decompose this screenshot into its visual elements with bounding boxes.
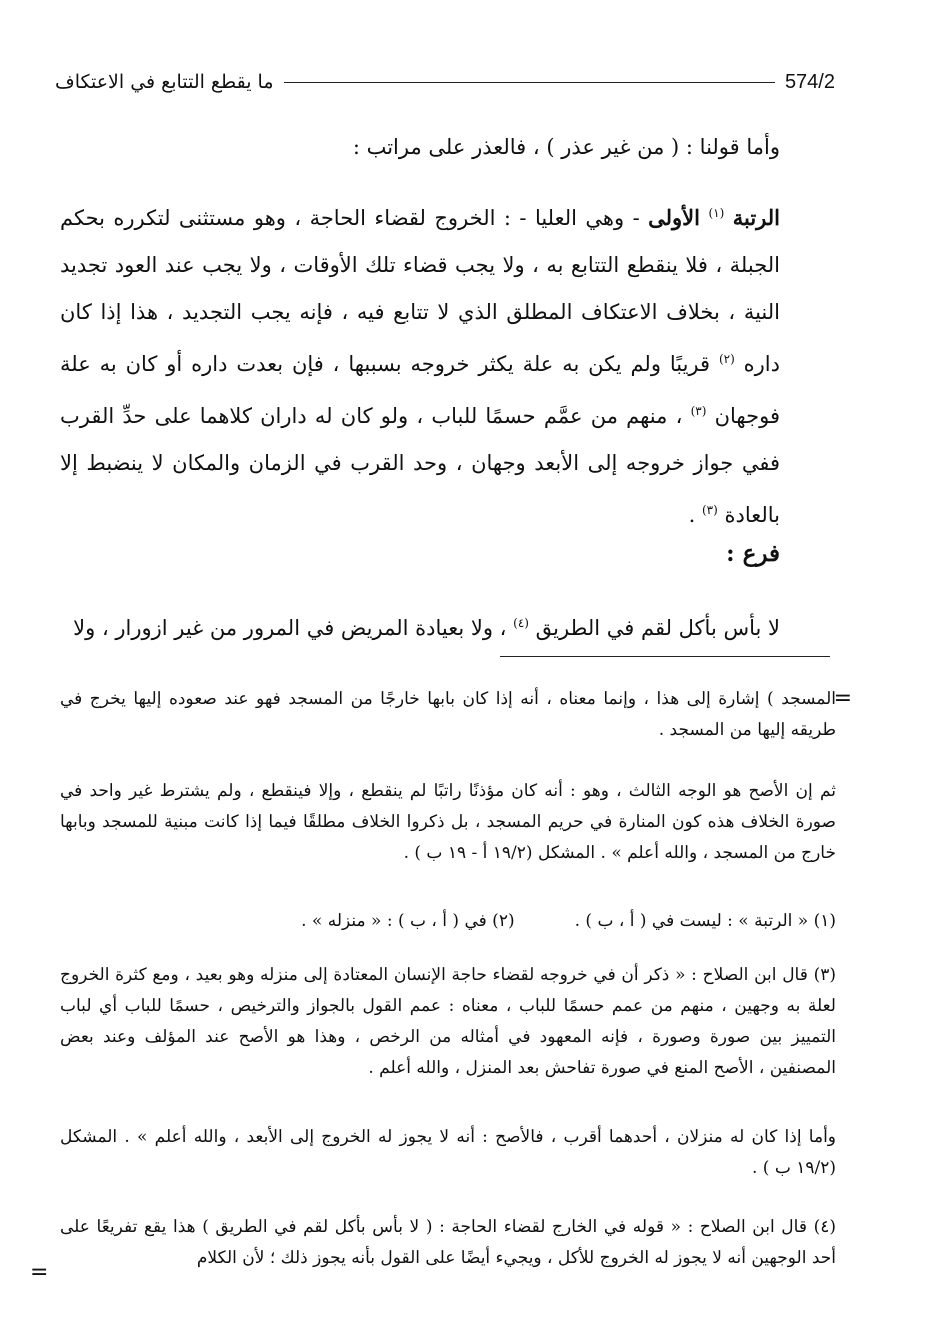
footnote-continued-2 (60, 776, 836, 869)
first-rank-text (60, 190, 780, 539)
note-ref-2: (٢) (718, 352, 735, 366)
note-ref-4: (٤) (513, 616, 529, 630)
intro-text: وأما قولنا : ( من غير عذر ) ، فالعذر على مراتب : (352, 135, 780, 159)
running-title: ما يقطع التتابع في الاعتكاف (55, 71, 274, 93)
note-ref-3b: (٣) (701, 503, 718, 517)
footnote-3-text: (٣) قال ابن الصلاح : « ذكر أن في خروجه لقضاء حاجة الإنسان المعتادة إلى منزله وهو بعيد ، ومع كثرة الخروج لعلة به وجهين ، منهم من عمم حسمًا للباب ، معناه : عمم القول بالجواز والترخيص ، حسمًا للباب أي لباب التمييز بين صورة وصورة ، فإنه المعهود في أمثاله من الرخص ، وهذا هو الأصح عند المؤلف وعند بعض المصنفين ، الأصح المنع في صورة تفاحش بعد المنزل ، والله أعلم . (60, 965, 836, 1078)
intro-paragraph (60, 124, 780, 171)
footnote-1: (١) « الرتبة » : ليست في ( أ ، ب ) . (574, 911, 836, 931)
footnote-4 (60, 1212, 836, 1274)
footnote-cont-para2: ثم إن الأصح هو الوجه الثالث ، وهو : أنه كان مؤذنًا راتبًا لم ينقطع ، وإلا فينقطع ، ولم يشترط غير واحد في صورة الخلاف هذه كون المنارة في حريم المسجد ، بل ذكروا الخلاف مطلقًا فيما إذا كانت مبنية للمسجد وبابها خارج من المسجد ، والله أعلم » . المشكل (١٩/٢ أ - ١٩ ب ) . (60, 781, 836, 863)
note-ref-1: (١) (708, 206, 725, 220)
footnote-continued (60, 684, 836, 746)
branch-text (60, 600, 780, 652)
rank-body: - وهي العليا - : الخروج لقضاء الحاجة ، وهو مستثنى لتكرره بحكم الجبلة ، فلا ينقطع التتابع به ، ولا يجب قضاء تلك الأوقات ، ولا يجب عند العود تجديد النية ، بخلاف الاعتكاف المطلق الذي لا تتابع فيه ، فإنه يجب التجديد ، هذا إذا كان داره (60, 206, 780, 376)
footnote-3 (60, 960, 836, 1084)
branch-text-1: لا بأس بأكل لقم في الطريق (535, 616, 780, 640)
footnote-2: (٢) في ( أ ، ب ) : « منزله » . (301, 911, 515, 931)
footnote-3-continued (60, 1122, 836, 1184)
rank-label: الرتبة (732, 205, 780, 230)
page-number: 574/2 (784, 70, 835, 93)
rank-body-3: ، منهم من عمَّم حسمًا للباب ، ولو كان له داران كلاهما على حدِّ القرب ففي جواز خروجه إلى الأبعد وجهان ، وحد القرب في الزمان والمكان لا ينضبط إلا بالعادة (60, 404, 780, 527)
branch-text-2: ، ولا بعيادة المريض في المرور من غير ازورار ، ولا (73, 616, 507, 640)
footnotes-1-2 (60, 906, 836, 937)
first-rank-paragraph (60, 190, 780, 539)
footnote-cont-text: المسجد ) إشارة إلى هذا ، وإنما معناه ، أنه إذا كان بابها خارجًا من المسجد فهو عند صعوده إليها يخرج في طريقه إليها من المسجد . (60, 689, 836, 740)
rank-body-2: قريبًا ولم يكن به علة يكثر خروجه بسببها ، فإن بعدت داره أو كان به علة فوجهان (60, 352, 780, 428)
continuation-mark-bottom: = (30, 1260, 49, 1285)
continuation-mark-top: = (833, 686, 852, 711)
branch-paragraph (60, 600, 780, 652)
branch-heading: فرع : (726, 540, 780, 567)
rank-first: الأولى (648, 205, 700, 230)
page-header (55, 62, 835, 102)
rank-end: . (688, 503, 696, 527)
footnote-separator (500, 656, 830, 657)
footnote-3-cont-text: وأما إذا كان له منزلان ، أحدهما أقرب ، فالأصح : أنه لا يجوز له الخروج إلى الأبعد ، والله أعلم » . المشكل (١٩/٢ ب ) . (60, 1127, 836, 1178)
footnote-4-text: (٤) قال ابن الصلاح : « قوله في الخارج لقضاء الحاجة : ( لا بأس بأكل لقم في الطريق ) هذا يقع تفريعًا على أحد الوجهين أنه لا يجوز له الخروج للأكل ، ويجيء أيضًا على القول بأنه يجوز ذلك ؛ لأن الكلام (60, 1217, 836, 1268)
header-rule (284, 82, 775, 83)
note-ref-3: (٣) (690, 404, 707, 418)
